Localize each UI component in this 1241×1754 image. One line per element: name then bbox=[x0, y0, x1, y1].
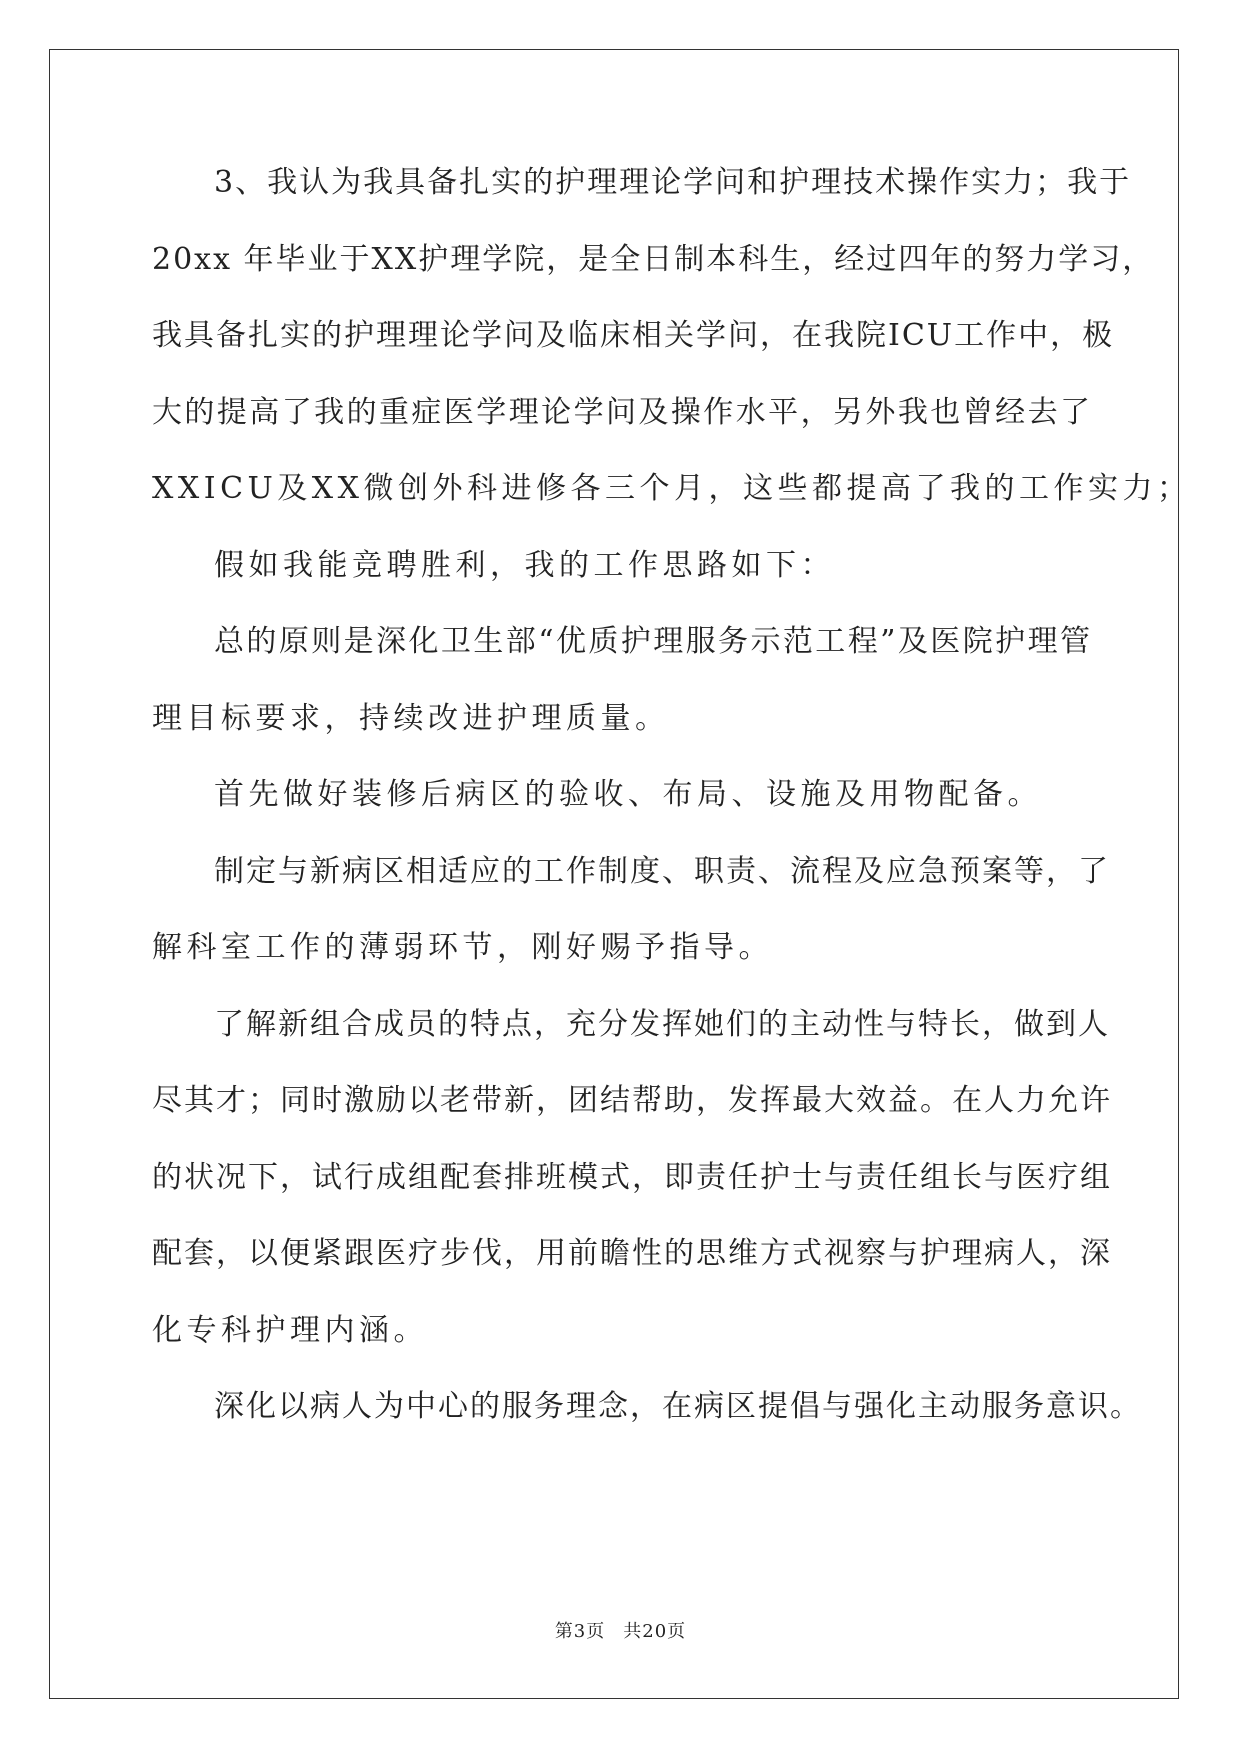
text-line: 3、我认为我具备扎实的护理理论学问和护理技术操作实力；我于 bbox=[214, 165, 1132, 200]
document-body bbox=[152, 163, 1192, 1464]
text-line: 尽其才；同时激励以老带新，团结帮助，发挥最大效益。在人力允许 bbox=[152, 1083, 1112, 1118]
page-total: 共20页 bbox=[623, 1621, 687, 1642]
page-footer bbox=[0, 1617, 1241, 1643]
page-number: 第3页 bbox=[554, 1621, 606, 1642]
text-line: 了解新组合成员的特点，充分发挥她们的主动性与特长，做到人 bbox=[214, 1006, 1110, 1042]
text-line: 总的原则是深化卫生部“优质护理服务示范工程”及医院护理管 bbox=[214, 624, 1092, 659]
text-line: 化专科护理内涵。 bbox=[152, 1312, 428, 1348]
text-line: 我具备扎实的护理理论学问及临床相关学问，在我院ICU工作中，极 bbox=[152, 318, 1115, 353]
text-line: 大的提高了我的重症医学理论学问及操作水平，另外我也曾经去了 bbox=[152, 394, 1092, 430]
text-line: 的状况下，试行成组配套排班模式，即责任护士与责任组长与医疗组 bbox=[152, 1159, 1112, 1195]
text-line: 首先做好装修后病区的验收、布局、设施及用物配备。 bbox=[214, 777, 1042, 812]
text-line: 制定与新病区相适应的工作制度、职责、流程及应急预案等，了 bbox=[214, 853, 1110, 889]
text-line: 解科室工作的薄弱环节，刚好赐予指导。 bbox=[152, 930, 773, 965]
text-line: 配套，以便紧跟医疗步伐，用前瞻性的思维方式视察与护理病人，深 bbox=[152, 1236, 1112, 1271]
text-line: XXICU及XX微创外科进修各三个月，这些都提高了我的工作实力； bbox=[152, 471, 1192, 506]
text-line: 理目标要求，持续改进护理质量。 bbox=[152, 700, 670, 736]
text-line: 20xx 年毕业于XX护理学院，是全日制本科生，经过四年的努力学习， bbox=[152, 241, 1155, 277]
text-line: 假如我能竞聘胜利，我的工作思路如下： bbox=[214, 547, 835, 583]
text-line: 深化以病人为中心的服务理念，在病区提倡与强化主动服务意识。 bbox=[214, 1389, 1142, 1424]
